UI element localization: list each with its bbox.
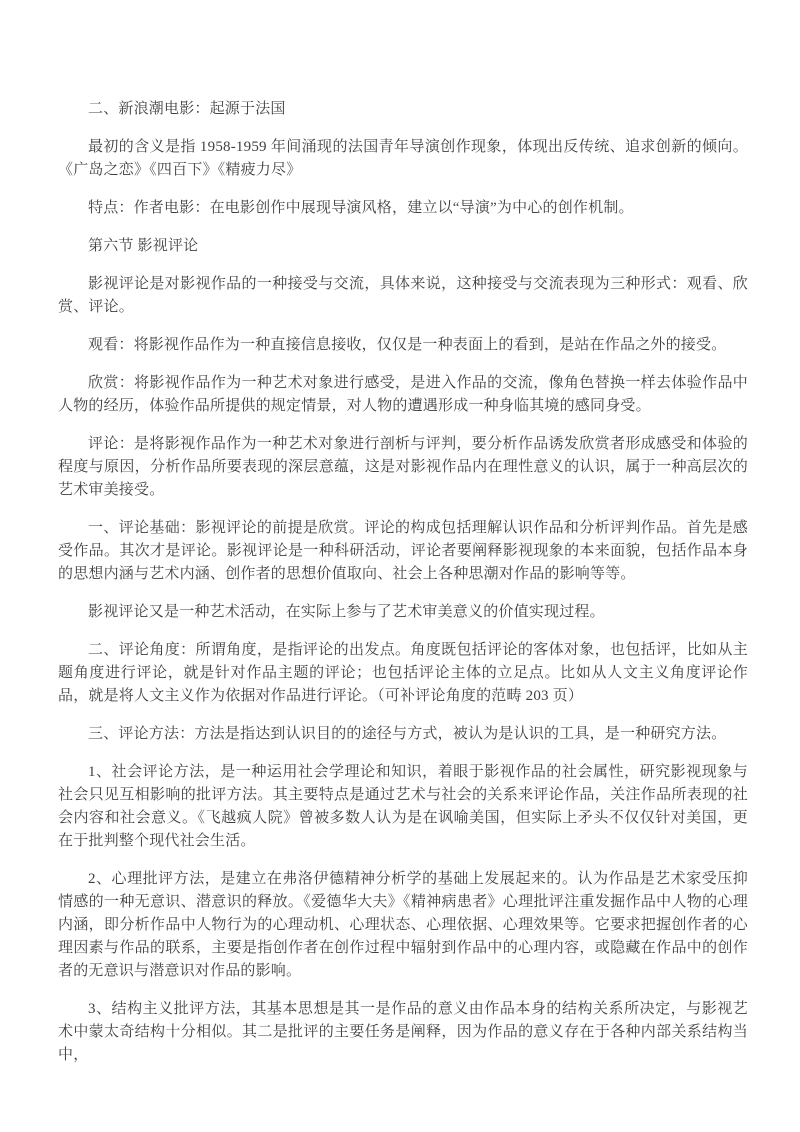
document-heading: 第六节 影视评论 [88, 238, 199, 254]
document-paragraph: 观看：将影视作品作为一种直接信息接收，仅仅是一种表面上的看到，是站在作品之外的接受。 [88, 337, 727, 353]
document-paragraph: 一、评论基础：影视评论的前提是欣赏。评论的构成包括理解认识作品和分析评判作品。首先是感受作品。其次才是评论。影视评论是一种科研活动，评论者要阐释影视现象的本来面貌，包括作品本身的思想内涵与艺术内涵、创作者的思想价值取向、社会上各种思潮对作品的影响等等。 [58, 520, 748, 582]
document-body [58, 98, 748, 1067]
document-paragraph: 二、评论角度：所谓角度，是指评论的出发点。角度既包括评论的客体对象，也包括评，比如从主题角度进行评论，就是针对作品主题的评论；也包括评论主体的立足点。比如从人文主义角度评论作品，就是将人文主义作为依据对作品进行评论。（可补评论角度的范畴 203 页） [58, 642, 748, 704]
document-paragraph: 1、社会评论方法，是一种运用社会学理论和知识，着眼于影视作品的社会属性，研究影视现象与社会只见互相影响的批评方法。其主要特点是通过艺术与社会的关系来评论作品，关注作品所表现的社会内容和社会意义。《飞越疯人院》曾被多数人认为是在讽喻美国，但实际上矛头不仅仅针对美国，更在于批判整个现代社会生活。 [58, 764, 748, 849]
document-paragraph: 2、心理批评方法，是建立在弗洛伊德精神分析学的基础上发展起来的。认为作品是艺术家受压抑情感的一种无意识、潜意识的释放。《爱德华大夫》《精神病患者》心理批评注重发掘作品中人物的心理内涵，即分析作品中人物行为的心理动机、心理状态、心理依据、心理效果等。它要求把握创作者的心理因素与作品的联系，主要是指创作者在创作过程中辐射到作品中的心理内容，或隐藏在作品中的创作者的无意识与潜意识对作品的影响。 [58, 871, 748, 979]
document-paragraph: 欣赏：将影视作品作为一种艺术对象进行感受，是进入作品的交流，像角色替换一样去体验作品中人物的经历，体验作品所提供的规定情景，对人物的遭遇形成一种身临其境的感同身受。 [58, 375, 748, 414]
document-paragraph: 三、评论方法：方法是指达到认识目的的途径与方式，被认为是认识的工具，是一种研究方法。 [88, 726, 727, 742]
document-paragraph: 影视评论又是一种艺术活动，在实际上参与了艺术审美意义的价值实现过程。 [88, 604, 605, 620]
document-heading: 二、新浪潮电影：起源于法国 [88, 101, 286, 117]
document-paragraph: 3、结构主义批评方法，其基本思想是其一是作品的意义由作品本身的结构关系所决定，与影视艺术中蒙太奇结构十分相似。其二是批评的主要任务是阐释，因为作品的意义存在于各种内部关系结构当中， [58, 1001, 748, 1063]
document-paragraph: 最初的含义是指 1958-1959 年间涌现的法国青年导演创作现象，体现出反传统、追求创新的倾向。《广岛之恋》《四百下》《精疲力尽》 [58, 139, 748, 178]
document-paragraph: 影视评论是对影视作品的一种接受与交流，具体来说，这种接受与交流表现为三种形式：观看、欣赏、评论。 [58, 276, 748, 315]
document-paragraph: 评论：是将影视作品作为一种艺术对象进行剖析与评判，要分析作品诱发欣赏者形成感受和体验的程度与原因，分析作品所要表现的深层意蕴，这是对影视作品内在理性意义的认识，属于一种高层次的艺术审美接受。 [58, 436, 748, 498]
document-paragraph: 特点：作者电影：在电影创作中展现导演风格，建立以“导演”为中心的创作机制。 [88, 200, 634, 216]
